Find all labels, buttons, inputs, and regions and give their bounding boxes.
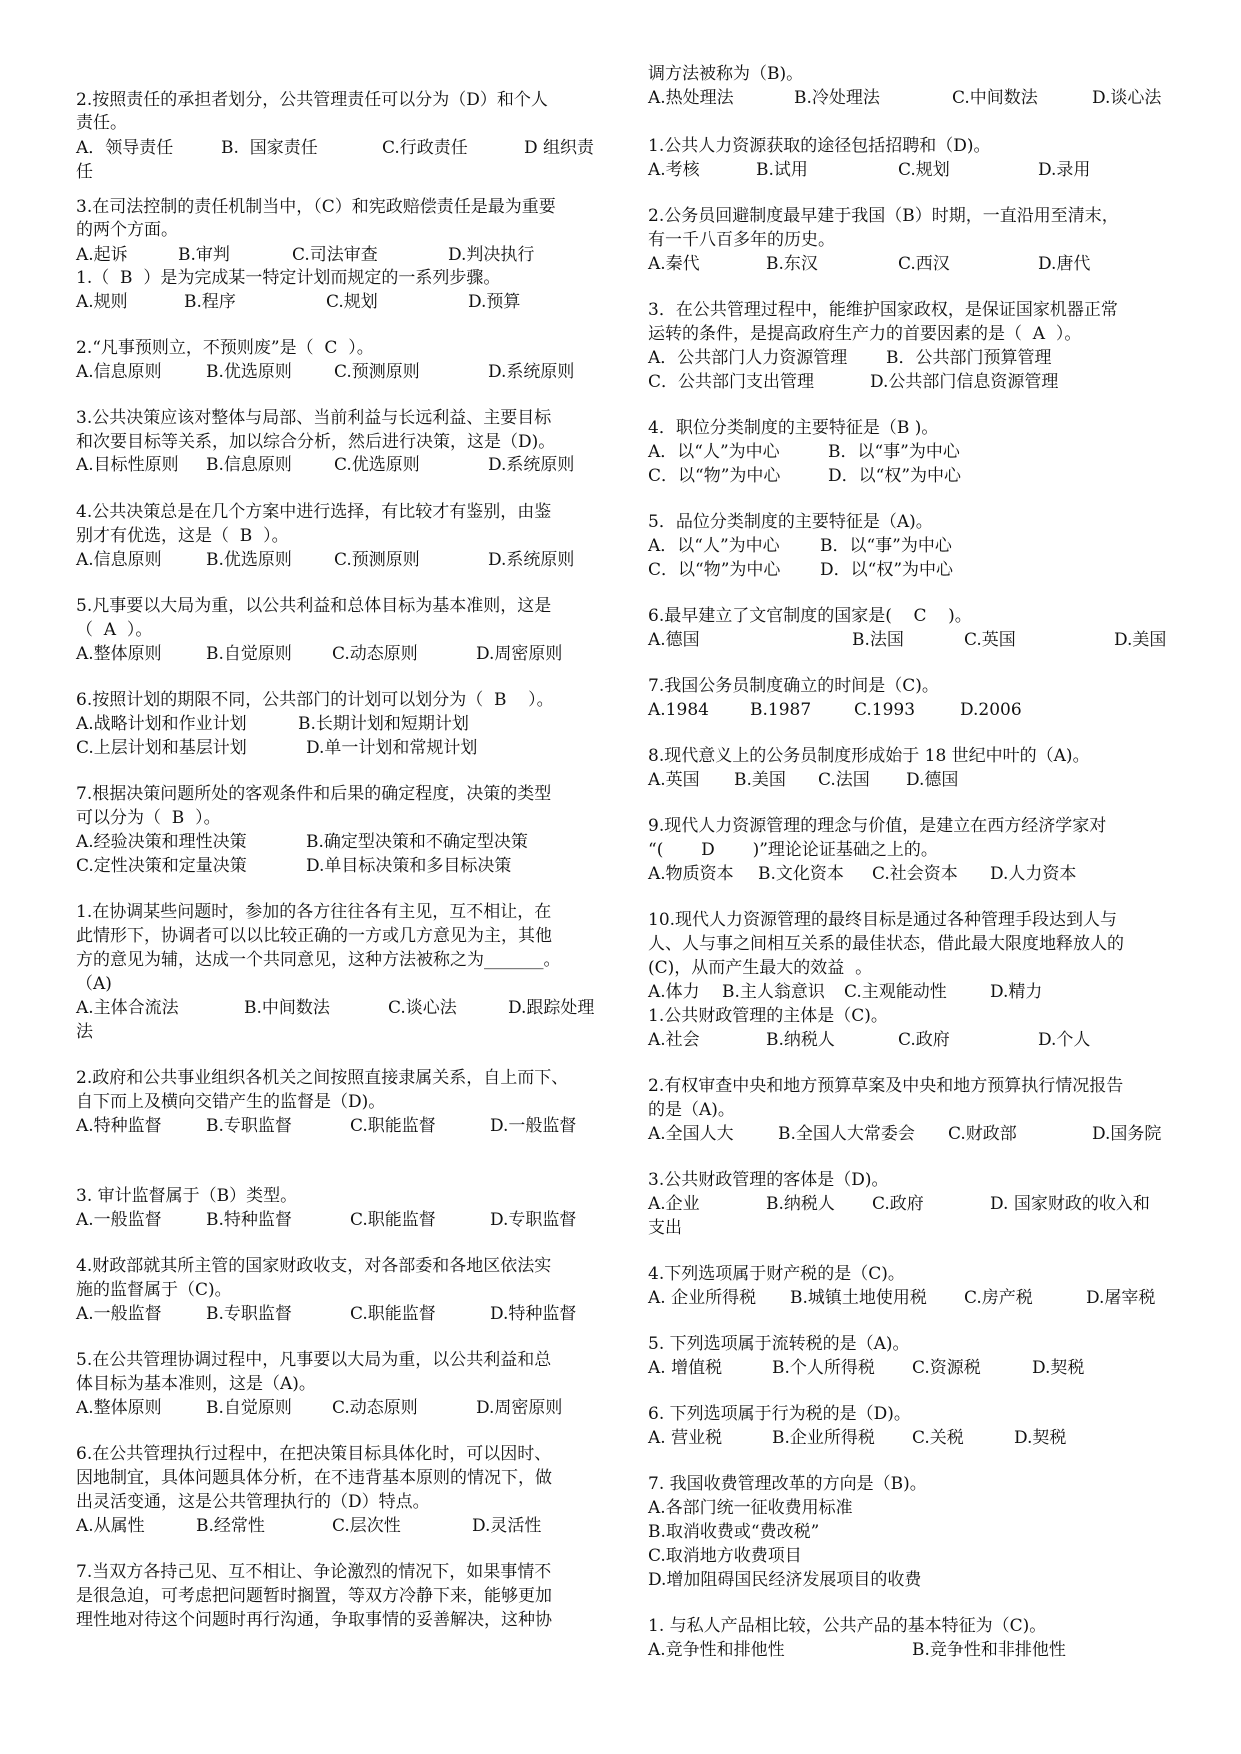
answer-option: D.国务院 (1092, 1124, 1162, 1144)
answer-option: D.周密原则 (476, 1398, 563, 1418)
answer-option: D.个人 (1038, 1030, 1091, 1050)
answer-option: D.公共部门信息资源管理 (870, 372, 1059, 392)
question-text-line: 3.在司法控制的责任机制当中，（C）和宪政赔偿责任是最为重要 (76, 197, 556, 217)
question-text-line: 的是（A)。 (648, 1100, 735, 1120)
answer-option: C.预测原则 (334, 362, 420, 382)
question-text-line: 因地制宜，具体问题具体分析，在不违背基本原则的情况下，做 (76, 1468, 552, 1488)
answer-option: B.经常性 (196, 1516, 265, 1536)
answer-option: C.1993 (854, 700, 916, 720)
answer-option: C．以“物”为中心 (648, 560, 781, 580)
question-text-line: 的两个方面。 (76, 220, 178, 240)
answer-option: D.特种监督 (490, 1304, 577, 1324)
answer-option: B.主人翁意识 (722, 982, 825, 1002)
question-text-line: 任 (76, 162, 93, 182)
answer-option: A.从属性 (76, 1516, 145, 1536)
question-text-line: 是很急迫，可考虑把问题暂时搁置，等双方冷静下来，能够更加 (76, 1586, 552, 1606)
answer-option: B.审判 (178, 245, 230, 265)
answer-option: C.规划 (898, 160, 950, 180)
question-text-line: 5.在公共管理协调过程中，凡事要以大局为重，以公共利益和总 (76, 1350, 552, 1370)
answer-option: C.优选原则 (334, 455, 420, 475)
answer-option: D.屠宰税 (1086, 1288, 1156, 1308)
question-text-line: 法 (76, 1022, 93, 1042)
question-text-line: 运转的条件，是提高政府生产力的首要因素的是（ A ）。 (648, 324, 1082, 344)
question-text-line: 2.公务员回避制度最早建于我国（B）时期，一直沿用至清末， (648, 206, 1119, 226)
answer-option: A.竞争性和排他性 (648, 1640, 785, 1660)
answer-option: A. 增值税 (648, 1358, 723, 1378)
answer-option: A．领导责任 (76, 138, 174, 158)
answer-option: D.谈心法 (1092, 88, 1162, 108)
answer-option: C.社会资本 (872, 864, 958, 884)
question-text-line: 1.（ B ）是为完成某一特定计划而规定的一系列步骤。 (76, 268, 501, 288)
question-text-line: 6.最早建立了文官制度的国家是( C )。 (648, 606, 972, 626)
answer-option: D.系统原则 (488, 550, 575, 570)
answer-option: A. 营业税 (648, 1428, 723, 1448)
question-text-line: 3.公共财政管理的客体是（D)。 (648, 1170, 889, 1190)
question-text-line: （ A ）。 (76, 620, 153, 640)
answer-option: D.一般监督 (490, 1116, 577, 1136)
answer-option: D.跟踪处理 (508, 998, 595, 1018)
answer-option: D.系统原则 (488, 362, 575, 382)
answer-option: C.谈心法 (388, 998, 457, 1018)
answer-option: A.热处理法 (648, 88, 734, 108)
answer-option: A.信息原则 (76, 550, 162, 570)
answer-option: B.优选原则 (206, 362, 292, 382)
question-text-line: 7.当双方各持己见、互不相让、争论激烈的情况下，如果事情不 (76, 1562, 552, 1582)
answer-option: A. 企业所得税 (648, 1288, 757, 1308)
answer-option: D.德国 (906, 770, 959, 790)
question-text-line: C.取消地方收费项目 (648, 1546, 802, 1566)
answer-option: D.人力资本 (990, 864, 1077, 884)
question-text-line: 5．品位分类制度的主要特征是（A)。 (648, 512, 933, 532)
answer-option: A.起诉 (76, 245, 128, 265)
answer-option: C.西汉 (898, 254, 950, 274)
question-text-line: 别才有优选，这是（ B ）。 (76, 526, 289, 546)
question-text-line: 6. 下列选项属于行为税的是（D)。 (648, 1404, 911, 1424)
question-text-line: 2.按照责任的承担者划分，公共管理责任可以分为（D）和个人 (76, 90, 548, 110)
question-text-line: 体目标为基本准则，这是（A)。 (76, 1374, 316, 1394)
answer-option: C．以“物”为中心 (648, 466, 781, 486)
answer-option: C.层次性 (332, 1516, 401, 1536)
answer-option: D.唐代 (1038, 254, 1091, 274)
answer-option: A．公共部门人力资源管理 (648, 348, 848, 368)
question-text-line: 有一千八百多年的历史。 (648, 230, 835, 250)
answer-option: B.自觉原则 (206, 1398, 292, 1418)
answer-option: B.专职监督 (206, 1116, 292, 1136)
answer-option: B.文化资本 (758, 864, 844, 884)
answer-option: C.资源税 (912, 1358, 981, 1378)
answer-option: D.判决执行 (448, 245, 535, 265)
answer-option: C.动态原则 (332, 1398, 418, 1418)
answer-option: A.英国 (648, 770, 700, 790)
answer-option: D.灵活性 (472, 1516, 542, 1536)
question-text-line: （A) (76, 974, 112, 994)
question-text-line: 9.现代人力资源管理的理念与价值，是建立在西方经济学家对 (648, 816, 1107, 836)
question-text-line: 方的意见为辅，达成一个共同意见，这种方法被称之为_______。 (76, 950, 561, 970)
question-text-line: 5. 下列选项属于流转税的是（A)。 (648, 1334, 910, 1354)
answer-option: A.整体原则 (76, 1398, 162, 1418)
answer-option: B.1987 (750, 700, 812, 720)
answer-option: B.个人所得税 (772, 1358, 875, 1378)
question-text-line: 7.我国公务员制度确立的时间是（C)。 (648, 676, 939, 696)
answer-option: D.美国 (1114, 630, 1167, 650)
answer-option: A.1984 (648, 700, 709, 720)
answer-option: D.录用 (1038, 160, 1091, 180)
answer-option: A.社会 (648, 1030, 700, 1050)
answer-option: B.特种监督 (206, 1210, 292, 1230)
answer-option: D.系统原则 (488, 455, 575, 475)
question-text-line: 人、人与事之间相互关系的最佳状态，借此最大限度地释放人的 (648, 934, 1124, 954)
answer-option: C.财政部 (948, 1124, 1017, 1144)
answer-option: C.行政责任 (382, 138, 468, 158)
answer-option: B.美国 (734, 770, 786, 790)
answer-option: C．公共部门支出管理 (648, 372, 815, 392)
answer-option: B.竞争性和非排他性 (912, 1640, 1066, 1660)
question-text-line: 3．在公共管理过程中，能维护国家政权，是保证国家机器正常 (648, 300, 1118, 320)
question-text-line: 调方法被称为（B)。 (648, 64, 804, 84)
answer-option: C.政府 (872, 1194, 924, 1214)
question-text-line: 4.财政部就其所主管的国家财政收支，对各部委和各地区依法实 (76, 1256, 552, 1276)
answer-option: D. 国家财政的收入和 (990, 1194, 1150, 1214)
answer-option: D.预算 (468, 292, 521, 312)
answer-option: A.一般监督 (76, 1210, 162, 1230)
answer-option: A.全国人大 (648, 1124, 734, 1144)
answer-option: B.长期计划和短期计划 (298, 714, 469, 734)
answer-option: C.规划 (326, 292, 378, 312)
answer-option: C.法国 (818, 770, 870, 790)
question-text-line: 1.公共财政管理的主体是（C)。 (648, 1006, 888, 1026)
answer-option: B.信息原则 (206, 455, 292, 475)
answer-option: A.企业 (648, 1194, 700, 1214)
question-text-line: 2.“凡事预则立，不预则废”是（ C ）。 (76, 338, 374, 358)
answer-option: D．以“权”为中心 (820, 560, 954, 580)
answer-option: B.专职监督 (206, 1304, 292, 1324)
answer-option: C.关税 (912, 1428, 964, 1448)
answer-option: C.政府 (898, 1030, 950, 1050)
question-text-line: 4.公共决策总是在几个方案中进行选择，有比较才有鉴别，由鉴 (76, 502, 552, 522)
answer-option: A.考核 (648, 160, 700, 180)
question-text-line: 1. 与私人产品相比较，公共产品的基本特征为（C)。 (648, 1616, 1047, 1636)
question-text-line: 支出 (648, 1218, 682, 1238)
answer-option: B.优选原则 (206, 550, 292, 570)
answer-option: B.自觉原则 (206, 644, 292, 664)
answer-option: D.周密原则 (476, 644, 563, 664)
answer-option: C.司法审查 (292, 245, 378, 265)
answer-option: C.动态原则 (332, 644, 418, 664)
answer-option: C.职能监督 (350, 1304, 436, 1324)
answer-option: C.预测原则 (334, 550, 420, 570)
answer-option: D.契税 (1014, 1428, 1067, 1448)
answer-option: D.契税 (1032, 1358, 1085, 1378)
answer-option: D．以“权”为中心 (828, 466, 962, 486)
question-text-line: 1.公共人力资源获取的途径包括招聘和（D)。 (648, 136, 991, 156)
answer-option: C.职能监督 (350, 1210, 436, 1230)
question-text-line: 7.根据决策问题所处的客观条件和后果的确定程度，决策的类型 (76, 784, 552, 804)
answer-option: B.纳税人 (766, 1030, 835, 1050)
question-text-line: 2.政府和公共事业组织各机关之间按照直接隶属关系，自上而下、 (76, 1068, 569, 1088)
answer-option: B.纳税人 (766, 1194, 835, 1214)
answer-option: A.德国 (648, 630, 700, 650)
question-text-line: 6.按照计划的期限不同，公共部门的计划可以划分为（ B ）。 (76, 690, 554, 710)
answer-option: A.目标性原则 (76, 455, 179, 475)
answer-option: B.试用 (756, 160, 808, 180)
answer-option: B．以“事”为中心 (820, 536, 952, 556)
answer-option: D.2006 (960, 700, 1022, 720)
question-text-line: “( D )”理论论证基础之上的。 (648, 840, 938, 860)
answer-option: C.定性决策和定量决策 (76, 856, 247, 876)
question-text-line: 理性地对待这个问题时再行沟通，争取事情的妥善解决，这种协 (76, 1610, 552, 1630)
answer-option: B.中间数法 (244, 998, 330, 1018)
answer-option: C.英国 (964, 630, 1016, 650)
answer-option: A.战略计划和作业计划 (76, 714, 247, 734)
answer-option: D.单目标决策和多目标决策 (306, 856, 512, 876)
question-text-line: 7. 我国收费管理改革的方向是（B)。 (648, 1474, 927, 1494)
answer-option: C.房产税 (964, 1288, 1033, 1308)
question-text-line: 施的监督属于（C)。 (76, 1280, 232, 1300)
answer-option: C.上层计划和基层计划 (76, 738, 247, 758)
answer-option: C.主观能动性 (844, 982, 947, 1002)
question-text-line: 4．职位分类制度的主要特征是（B )。 (648, 418, 939, 438)
answer-option: B.冷处理法 (794, 88, 880, 108)
question-text-line: D.增加阻碍国民经济发展项目的收费 (648, 1570, 922, 1590)
answer-option: C.中间数法 (952, 88, 1038, 108)
answer-option: A.秦代 (648, 254, 700, 274)
answer-option: A.特种监督 (76, 1116, 162, 1136)
answer-option: D.精力 (990, 982, 1043, 1002)
question-text-line: 10.现代人力资源管理的最终目标是通过各种管理手段达到人与 (648, 910, 1118, 930)
question-text-line: (C)，从而产生最大的效益 。 (648, 958, 873, 978)
answer-option: B.东汉 (766, 254, 818, 274)
answer-option: A.经验决策和理性决策 (76, 832, 247, 852)
answer-option: A．以“人”为中心 (648, 536, 780, 556)
question-text-line: 4.下列选项属于财产税的是（C)。 (648, 1264, 905, 1284)
answer-option: A.物质资本 (648, 864, 734, 884)
question-text-line: 3. 审计监督属于（B）类型。 (76, 1186, 298, 1206)
answer-option: B.全国人大常委会 (778, 1124, 915, 1144)
answer-option: B．以“事”为中心 (828, 442, 960, 462)
answer-option: B.法国 (852, 630, 904, 650)
question-text-line: 2.有权审查中央和地方预算草案及中央和地方预算执行情况报告 (648, 1076, 1124, 1096)
question-text-line: 1.在协调某些问题时，参加的各方往往各有主见，互不相让，在 (76, 902, 552, 922)
answer-option: B.企业所得税 (772, 1428, 875, 1448)
question-text-line: 出灵活变通，这是公共管理执行的（D）特点。 (76, 1492, 430, 1512)
answer-option: A．以“人”为中心 (648, 442, 780, 462)
question-text-line: 3.公共决策应该对整体与局部、当前利益与长远利益、主要目标 (76, 408, 552, 428)
answer-option: B.确定型决策和不确定型决策 (306, 832, 528, 852)
answer-option: A.体力 (648, 982, 700, 1002)
question-text-line: 6.在公共管理执行过程中，在把决策目标具体化时，可以因时、 (76, 1444, 552, 1464)
answer-option: A.主体合流法 (76, 998, 179, 1018)
answer-option: D.专职监督 (490, 1210, 577, 1230)
question-text-line: 和次要目标等关系，加以综合分析，然后进行决策，这是（D)。 (76, 432, 556, 452)
answer-option: D.单一计划和常规计划 (306, 738, 478, 758)
answer-option: B．公共部门预算管理 (886, 348, 1052, 368)
question-text-line: 8.现代意义上的公务员制度形成始于 18 世纪中叶的（A)。 (648, 746, 1090, 766)
answer-option: A.一般监督 (76, 1304, 162, 1324)
question-text-line: 自下而上及横向交错产生的监督是（D)。 (76, 1092, 386, 1112)
answer-option: B.城镇土地使用税 (790, 1288, 927, 1308)
answer-option: A.信息原则 (76, 362, 162, 382)
question-text-line: 可以分为（ B ）。 (76, 808, 221, 828)
answer-option: B.程序 (184, 292, 236, 312)
answer-option: D 组织责 (524, 138, 595, 158)
question-text-line: 此情形下，协调者可以以比较正确的一方或几方意见为主，其他 (76, 926, 552, 946)
answer-option: B. 国家责任 (221, 138, 318, 158)
answer-option: A.规则 (76, 292, 128, 312)
question-text-line: 责任。 (76, 113, 127, 133)
question-text-line: B.取消收费或“费改税” (648, 1522, 820, 1542)
answer-option: A.整体原则 (76, 644, 162, 664)
answer-option: C.职能监督 (350, 1116, 436, 1136)
question-text-line: 5.凡事要以大局为重，以公共利益和总体目标为基本准则，这是 (76, 596, 552, 616)
question-text-line: A.各部门统一征收费用标准 (648, 1498, 853, 1518)
